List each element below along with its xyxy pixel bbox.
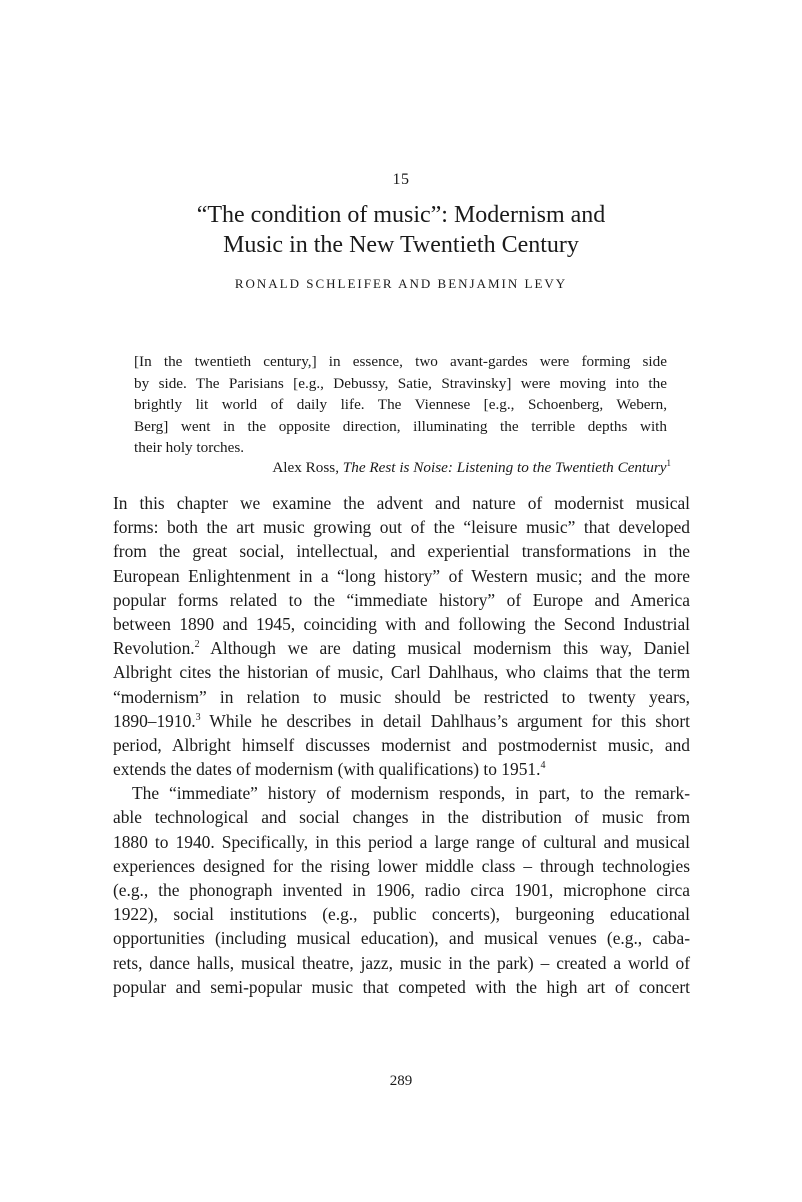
body-line	[113, 757, 690, 781]
epigraph-line: by side. The Parisians [e.g., Debussy, Satie, Stravinsky] were moving into the	[134, 374, 667, 392]
body-line: able technological and social changes in the distribution of music from	[113, 807, 690, 828]
epigraph-attribution	[272, 458, 671, 478]
attribution-work: The Rest is Noise: Listening to the Twentieth Century	[342, 459, 667, 476]
chapter-title-line-1: “The condition of music”: Modernism and	[196, 202, 606, 228]
body-line: The “immediate” history of modernism responds, in part, to the remark-	[132, 783, 690, 804]
chapter-title	[0, 200, 802, 260]
body-text-fragment: 1890–1910.	[113, 710, 196, 731]
body-text-fragment: Revolution.	[113, 638, 195, 659]
body-line: “modernism” in relation to music should be restricted to twenty years,	[113, 686, 690, 707]
footnote-marker[interactable]: 1	[666, 458, 671, 468]
body-text-fragment: extends the dates of modernism (with qualifications) to 1951.	[113, 759, 541, 780]
body-line	[113, 636, 690, 660]
body-line: between 1890 and 1945, coinciding with and following the Second Industrial	[113, 613, 690, 634]
footnote-marker[interactable]: 3	[195, 711, 201, 723]
epigraph-line: [In the twentieth century,] in essence, two avant-gardes were forming side	[134, 353, 667, 370]
epigraph-quote	[134, 351, 667, 459]
body-line: popular forms related to the “immediate history” of Europe and America	[113, 589, 690, 610]
body-line: from the great social, intellectual, and experiential transformations in the	[113, 541, 690, 562]
body-line: Albright cites the historian of music, Carl Dahlhaus, who claims that the term	[113, 662, 690, 683]
body-line: rets, dance halls, musical theatre, jazz, music in the park) – created a world of	[113, 952, 690, 973]
body-line: popular and semi-popular music that competed with the high art of concert	[113, 976, 690, 997]
body-line: In this chapter we examine the advent and nature of modernist musical	[113, 493, 690, 513]
body-line: 1880 to 1940. Specifically, in this period a large range of cultural and musical	[113, 831, 690, 852]
epigraph-line: Berg] went in the opposite direction, illuminating the terrible depths with	[134, 417, 667, 435]
body-line	[113, 709, 690, 733]
chapter-authors: RONALD SCHLEIFER AND BENJAMIN LEVY	[234, 276, 568, 291]
body-line: European Enlightenment in a “long history” of Western music; and the more	[113, 565, 690, 586]
page-number: 289	[389, 1073, 413, 1089]
body-line: period, Albright himself discusses modernist and postmodernist music, and	[113, 734, 690, 755]
chapter-title-line-2: Music in the New Twentieth Century	[223, 232, 579, 258]
body-line: opportunities (including musical education), and musical venues (e.g., caba-	[113, 928, 690, 949]
attribution-author: Alex Ross,	[272, 459, 339, 476]
body-line: 1922), social institutions (e.g., public concerts), burgeoning educational	[113, 904, 690, 925]
body-text-fragment: While he describes in detail Dahlhaus’s argument for this short	[200, 710, 690, 731]
body-text	[113, 491, 690, 999]
body-line: forms: both the art music growing out of the “leisure music” that developed	[113, 517, 690, 538]
body-line: (e.g., the phonograph invented in 1906, radio circa 1901, microphone circa	[113, 880, 690, 900]
body-line: experiences designed for the rising lower middle class – through technologies	[113, 855, 690, 876]
body-text-fragment: Although we are dating musical modernism this way, Daniel	[199, 638, 690, 659]
chapter-number: 15	[392, 171, 410, 188]
epigraph-line: brightly lit world of daily life. The Viennese [e.g., Schoenberg, Webern,	[134, 396, 667, 414]
epigraph-line: their holy torches.	[134, 439, 245, 457]
footnote-marker[interactable]: 4	[540, 760, 546, 772]
footnote-marker[interactable]: 2	[194, 639, 200, 651]
